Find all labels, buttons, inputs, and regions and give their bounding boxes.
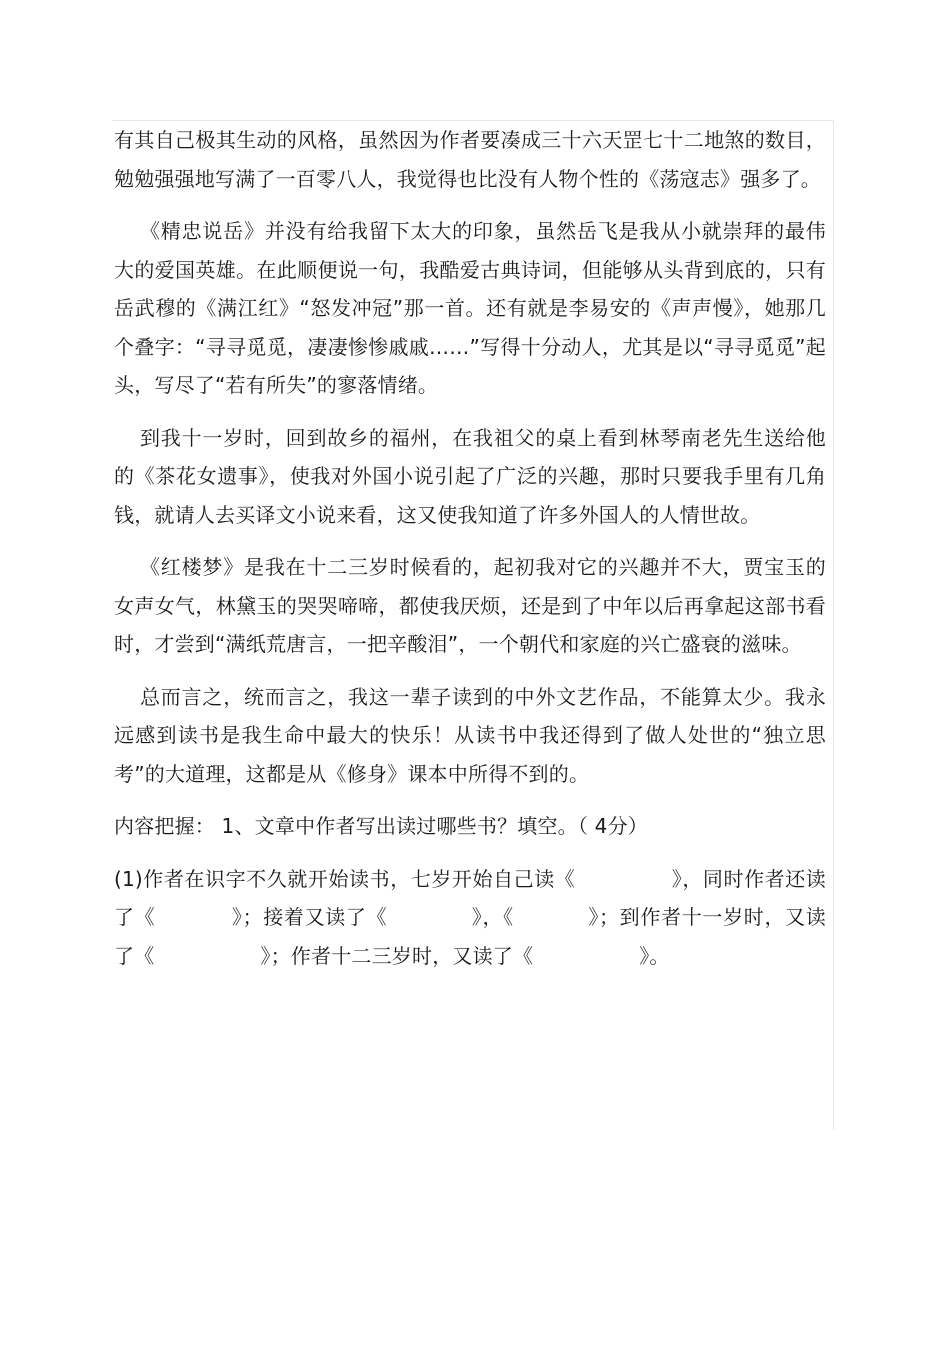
q1-text-5: 》；到作者十一岁时，又读了《	[114, 905, 827, 968]
document-body	[114, 121, 826, 975]
q1-text-7: 》。	[639, 943, 670, 968]
q1-text-4: 》，《	[471, 905, 514, 929]
paragraph-honglou-meng: 《红楼梦》是我在十二三岁时候看的，起初我对它的兴趣并不大，贾宝玉的女声女气，林黛玉的哭哭啼啼，都使我厌烦，还是到了中年以后再拿起这部书看时，才尝到“满纸荒唐言，一把辛酸泪”，一个朝代和家庭的兴亡盛衰的滋味。	[114, 555, 826, 656]
q1-text-2: 》，同时作者还读了《	[114, 866, 826, 929]
question-item-1	[114, 860, 826, 976]
q1-text-1: (1)作者在识字不久就开始读书，七岁开始自己读《	[114, 866, 576, 891]
paragraph-jingzhong-shuoyue: 《精忠说岳》并没有给我留下太大的印象，虽然岳飞是我从小就崇拜的最伟大的爱国英雄。在此顺便说一句，我酷爱古典诗词，但能够从头背到底的，只有岳武穆的《满江红》“怒发冲冠”那一首。还有就是李易安的《声声慢》，她那几个叠字：“寻寻觅觅，凄凄惨惨戚戚……”写得十分动人，尤其是以“寻寻觅觅”起头，写尽了“若有所失”的寥落情绪。	[114, 219, 826, 397]
paragraph-conclusion: 总而言之，统而言之，我这一辈子读到的中外文艺作品，不能算太少。我永远感到读书是我生命中最大的快乐！从读书中我还得到了做人处世的“独立思考”的大道理，这都是从《修身》课本中所得不到的。	[114, 684, 826, 786]
q1-text-3: 》；接着又读了《	[231, 905, 388, 929]
q1-text-6: 》；作者十二三岁时，又读了《	[260, 943, 534, 968]
paragraph-shuihu-continued: 有其自己极其生动的风格，虽然因为作者要凑成三十六天罡七十二地煞的数目，勉勉强强地写满了一百零八人，我觉得也比没有人物个性的《荡寇志》强多了。	[114, 128, 826, 191]
question-heading: 内容把握： 1、文章中作者写出读过哪些书？填空。（ 4分）	[114, 814, 648, 838]
paragraph-chahuanv: 到我十一岁时，回到故乡的福州，在我祖父的桌上看到林琴南老先生送给他的《茶花女遗事》，使我对外国小说引起了广泛的兴趣，那时只要我手里有几角钱，就请人去买译文小说来看，这又使我知道了许多外国人的人情世故。	[114, 425, 826, 527]
